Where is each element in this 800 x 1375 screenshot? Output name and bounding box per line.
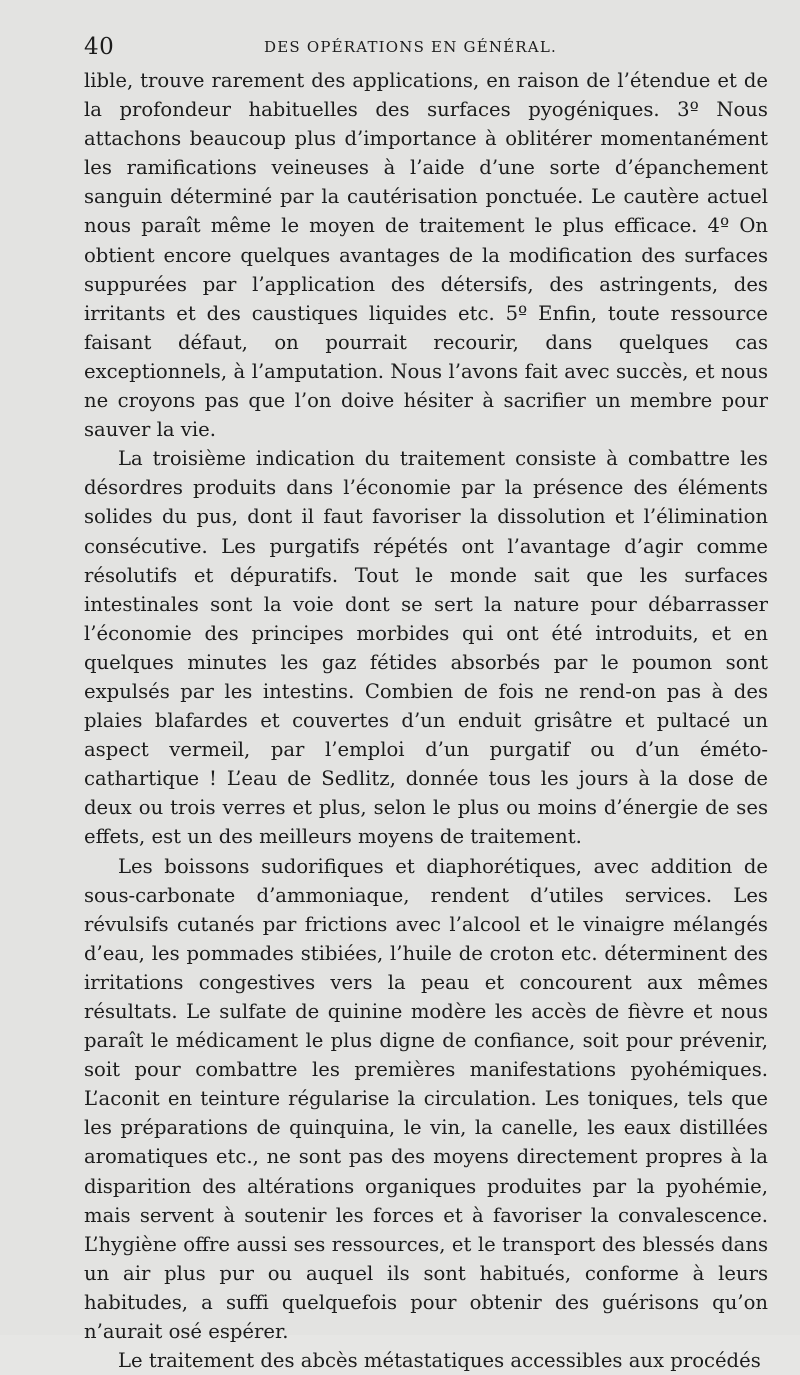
paragraph-metastatic-abscesses: Le traitement des abcès métastatiques accessibles aux procédés [118,1349,761,1373]
page-header [84,34,760,64]
paragraph-third-indication: La troisième indication du traitement consiste à combattre les désordres produits dans l’économie par la présence des éléments solides du pus, dont il faut favoriser la dissolution et l’élimination consécutive. Les purgatifs répétés ont l’avantage d’agir comme résolutifs et dépuratifs. Tout le monde sait que les surfaces intestinales sont la voie dont se sert la nature pour débarrasser l’économie des principes morbides qui ont été introduits, et en quelques minutes les gaz fétides absorbés par le poumon sont expulsés par les intestins. Combien de fois ne rend-on pas à des plaies blafardes et couvertes d’un enduit grisâtre et pultacé un aspect vermeil, par l’emploi d’un purgatif ou d’un éméto-cathartique ! L’eau de Sedlitz, donnée tous les jours à la dose de deux ou trois verres et plus, selon le plus ou moins d’énergie de ses effets, est un des meilleurs moyens de traitement. [84,447,768,849]
running-head: DES OPÉRATIONS EN GÉNÉRAL. [264,38,557,56]
paragraph-sudorifics: Les boissons sudorifiques et diaphorétiques, avec addition de sous-carbonate d’ammoniaque, rendent d’utiles services. Les révulsifs cutanés par frictions avec l’alcool et le vinaigre mélangés d’eau, les pommades stibiées, l’huile de croton etc. déterminent des irritations congestives vers la peau et concourent aux mêmes résultats. Le sulfate de quinine modère les accès de fièvre et nous paraît le médicament le plus digne de confiance, soit pour prévenir, soit pour combattre les premières manifestations pyohémiques. L’aconit en teinture régularise la circulation. Les toniques, tels que les préparations de quinquina, le vin, la canelle, les eaux distillées aromatiques etc., ne sont pas des moyens directement propres à la disparition des altérations organiques produites par la pyohémie, mais servent à soutenir les forces et à favoriser la convalescence. L’hygiène offre aussi ses ressources, et le transport des blessés dans un air plus pur ou auquel ils sont habitués, conforme à leurs habitudes, a suffi quelquefois pour obtenir des guérisons qu’on n’aurait osé espérer. [84,854,768,1344]
paragraph-continuation: lible, trouve rarement des applications, en raison de l’étendue et de la profondeur habituelles des surfaces pyogéniques. 3º Nous attachons beaucoup plus d’importance à oblitérer momentanément les ramifications veineuses à l’aide d’une sorte d’épanchement sanguin déterminé par la cautérisation ponctuée. Le cautère actuel nous paraît même le moyen de traitement le plus efficace. 4º On obtient encore quelques avantages de la modification des surfaces suppurées par l’application des détersifs, des astringents, des irritants et des caustiques liquides etc. 5º Enfin, toute ressource faisant défaut, on pourrait recourir, dans quelques cas exceptionnels, à l’amputation. Nous l’avons fait avec succès, et nous ne croyons pas que l’on doive hésiter à sacrifier un membre pour sauver la vie. [84,69,768,442]
page-number: 40 [84,34,115,60]
body-text [84,66,768,1375]
